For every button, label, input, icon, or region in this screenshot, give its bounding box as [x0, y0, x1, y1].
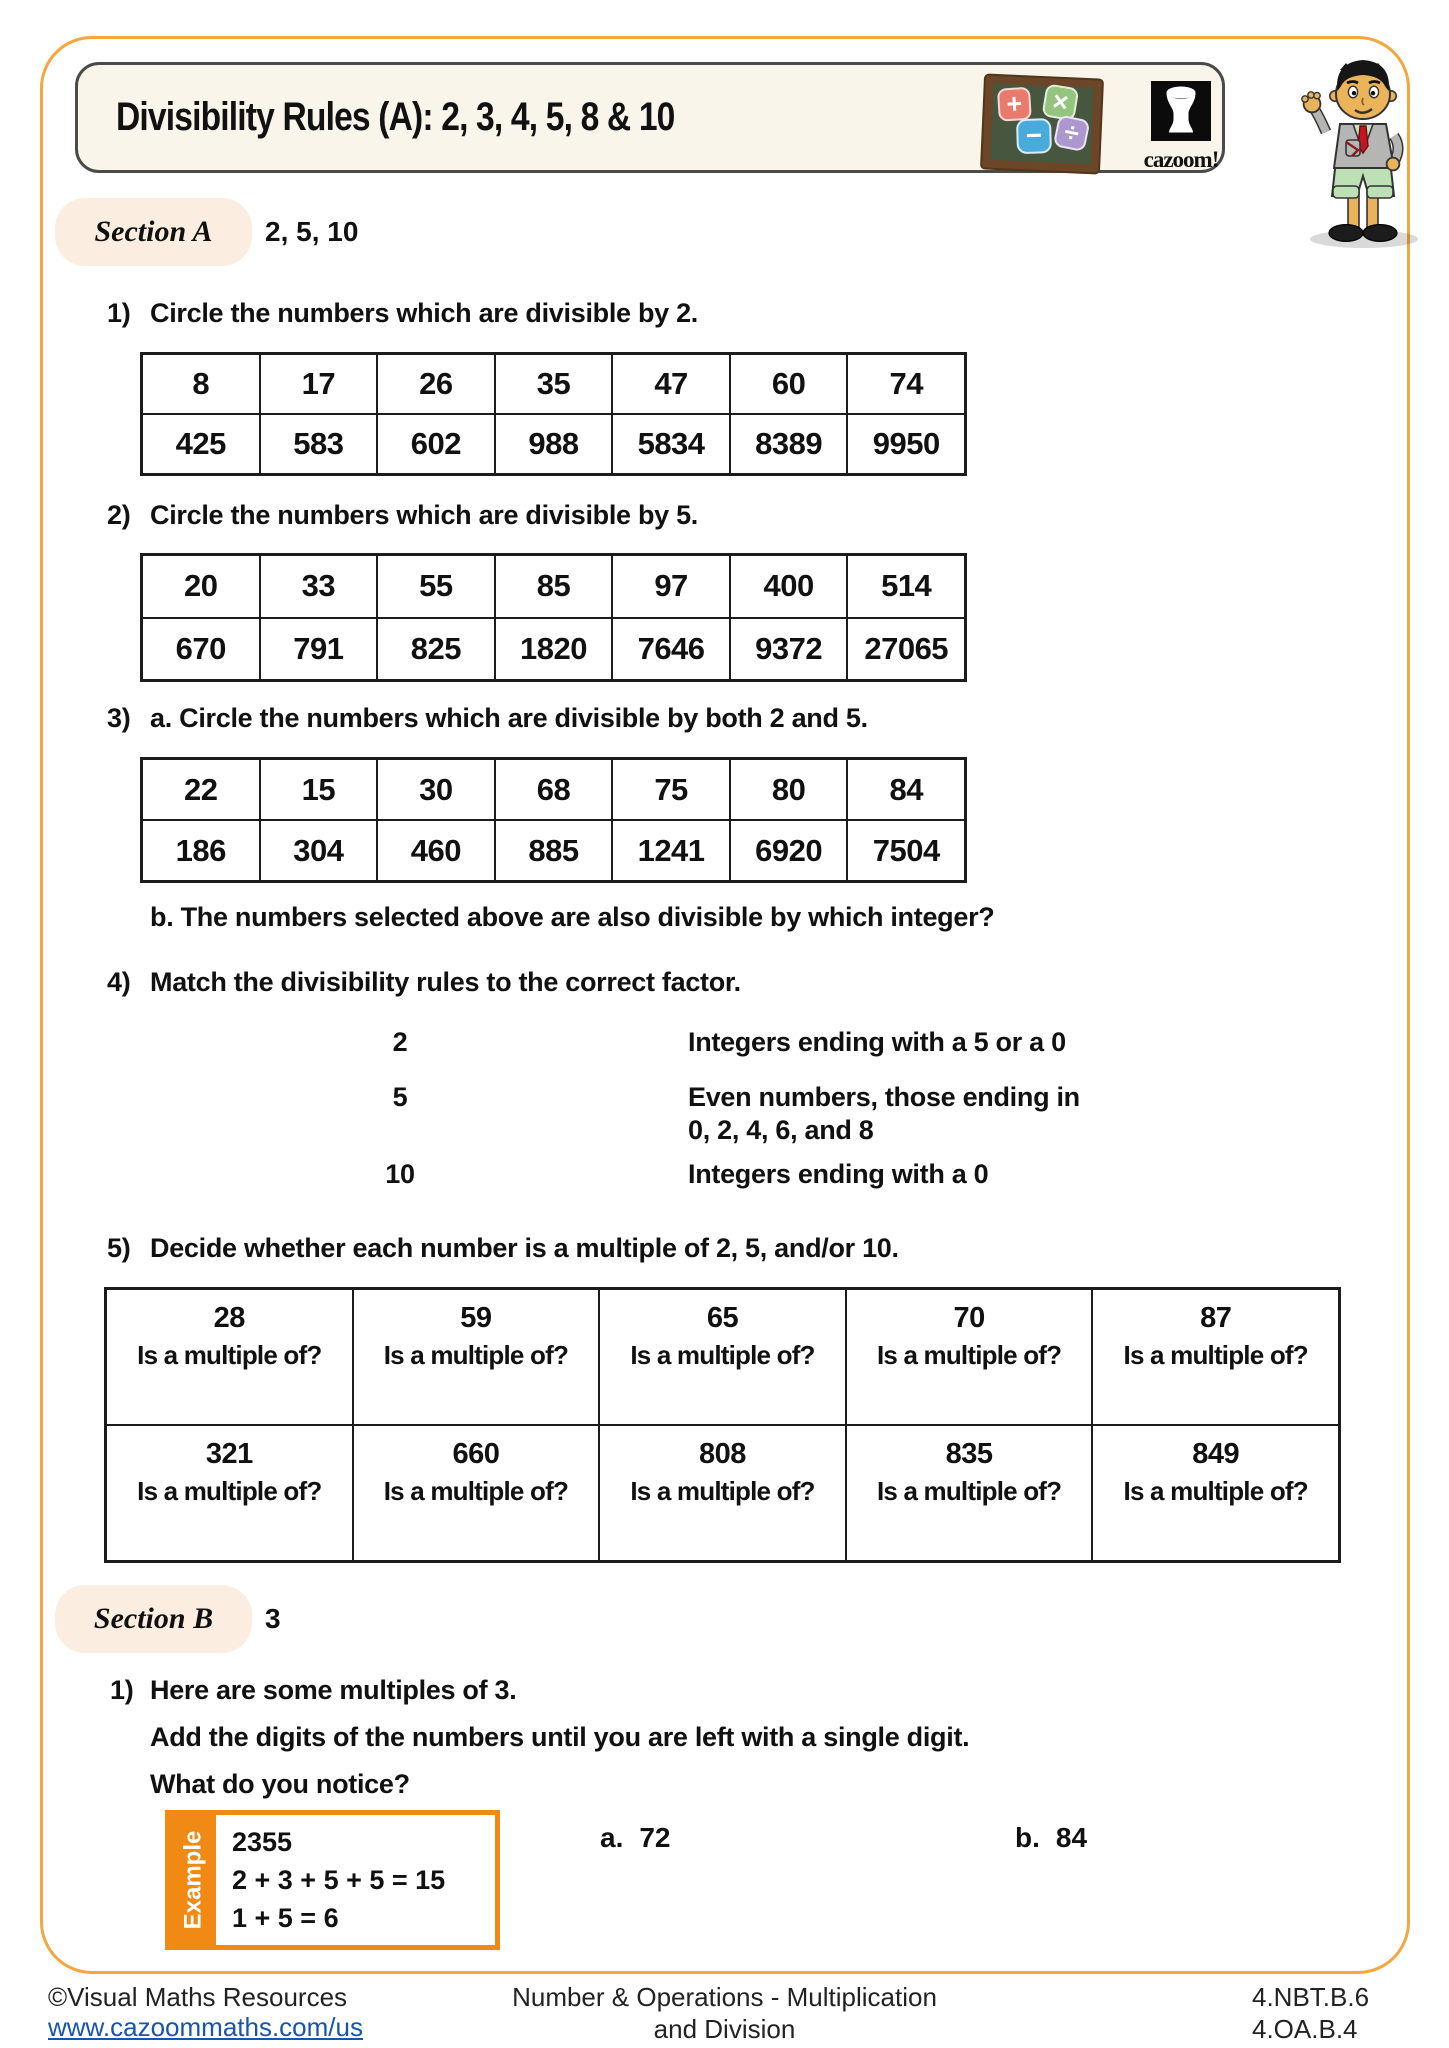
example-line3: 1 + 5 = 6	[232, 1903, 339, 1933]
table-cell[interactable]: 80	[730, 759, 848, 820]
footer-code1: 4.NBT.B.6	[1252, 1982, 1370, 2012]
match-rule-2-line2[interactable]: 0, 2, 4, 6, and 8	[688, 1115, 874, 1145]
cell-number: 70	[953, 1302, 985, 1334]
table-cell[interactable]: 885	[495, 820, 613, 881]
q3a-text: a. Circle the numbers which are divisible by both 2 and 5.	[150, 703, 868, 733]
math-board-icon	[979, 72, 1105, 175]
q5-multiple-table	[104, 1287, 1341, 1563]
mascot-boy	[1266, 52, 1446, 248]
match-factor-10[interactable]: 10	[385, 1159, 415, 1189]
table-cell[interactable]: 1241	[612, 820, 730, 881]
table-cell[interactable]: 7504	[847, 820, 965, 881]
table-cell[interactable]: 74	[847, 354, 965, 414]
cell-label: Is a multiple of?	[137, 1340, 322, 1370]
example-box	[165, 1810, 500, 1950]
multiple-cell[interactable]	[353, 1289, 600, 1425]
q5-number: 5)	[107, 1233, 131, 1263]
item-a-value: 72	[639, 1822, 671, 1853]
table-cell[interactable]: 400	[730, 555, 848, 618]
cell-label: Is a multiple of?	[630, 1340, 815, 1370]
table-cell[interactable]: 60	[730, 354, 848, 414]
plus-icon: +	[1005, 88, 1024, 120]
table-cell[interactable]: 8389	[730, 414, 848, 474]
table-cell[interactable]: 15	[260, 759, 378, 820]
table-cell[interactable]: 8	[142, 354, 260, 414]
item-b-label: b.	[1015, 1822, 1040, 1853]
table-cell[interactable]: 5834	[612, 414, 730, 474]
match-rule-1[interactable]: Integers ending with a 5 or a 0	[688, 1027, 1066, 1057]
table-cell[interactable]: 825	[377, 618, 495, 681]
table-cell[interactable]: 97	[612, 555, 730, 618]
cell-label: Is a multiple of?	[876, 1340, 1062, 1370]
section-b-value: 3	[265, 1603, 281, 1634]
table-cell[interactable]: 47	[612, 354, 730, 414]
q4-number: 4)	[107, 967, 131, 997]
multiple-cell[interactable]	[1092, 1425, 1339, 1561]
cell-number: 59	[460, 1302, 492, 1334]
item-b	[1015, 1822, 1087, 1854]
footer-topic-line2: and Division	[653, 2014, 796, 2044]
footer-copyright: ©Visual Maths Resources	[48, 1982, 348, 2012]
logo-text: cazoom!	[1143, 147, 1219, 172]
q5-text: Decide whether each number is a multiple of 2, 5, and/or 10.	[150, 1233, 899, 1263]
drum-icon	[1151, 81, 1211, 141]
cell-number: 835	[945, 1438, 993, 1470]
table-cell[interactable]: 26	[377, 354, 495, 414]
q2-number-table	[140, 553, 967, 682]
title-box	[75, 62, 1225, 173]
table-cell[interactable]: 460	[377, 820, 495, 881]
footer-topic-line1: Number & Operations - Multiplication	[512, 1982, 937, 2012]
q3b-text: b. The numbers selected above are also divisible by which integer?	[150, 902, 995, 932]
example-content	[232, 1823, 445, 1937]
item-b-value: 84	[1055, 1822, 1088, 1853]
cell-number: 660	[452, 1438, 500, 1470]
match-factor-5[interactable]: 5	[392, 1082, 408, 1112]
table-cell[interactable]: 68	[495, 759, 613, 820]
cell-number: 321	[205, 1438, 253, 1470]
table-cell[interactable]: 17	[260, 354, 378, 414]
table-cell[interactable]: 583	[260, 414, 378, 474]
cell-label: Is a multiple of?	[383, 1340, 569, 1370]
item-a-label: a.	[600, 1822, 624, 1853]
q1-text: Circle the numbers which are divisible by 2.	[150, 298, 698, 328]
cell-label: Is a multiple of?	[383, 1476, 569, 1506]
table-cell[interactable]: 84	[847, 759, 965, 820]
sb-q1-number: 1)	[110, 1675, 134, 1705]
table-cell[interactable]: 9372	[730, 618, 848, 681]
match-factor-2[interactable]: 2	[392, 1027, 408, 1057]
sb-q1-text	[150, 1667, 969, 1808]
item-a	[600, 1822, 671, 1854]
cell-number: 87	[1200, 1302, 1232, 1334]
multiple-cell[interactable]	[599, 1425, 846, 1561]
q1-number: 1)	[107, 298, 131, 328]
table-cell[interactable]: 75	[612, 759, 730, 820]
footer-url-link[interactable]: www.cazoommaths.com/us	[48, 2012, 363, 2042]
cell-number: 849	[1192, 1438, 1240, 1470]
divide-icon: ÷	[1061, 116, 1082, 149]
multiple-cell[interactable]	[106, 1289, 353, 1425]
table-cell[interactable]: 988	[495, 414, 613, 474]
table-cell[interactable]: 304	[260, 820, 378, 881]
table-cell[interactable]: 85	[495, 555, 613, 618]
cell-label: Is a multiple of?	[1123, 1476, 1308, 1506]
table-cell[interactable]: 791	[260, 618, 378, 681]
table-cell[interactable]: 27065	[847, 618, 965, 681]
table-cell[interactable]: 35	[495, 354, 613, 414]
section-a-value: 2, 5, 10	[265, 216, 359, 247]
multiple-cell[interactable]	[599, 1289, 846, 1425]
table-cell[interactable]: 425	[142, 414, 260, 474]
q2-text: Circle the numbers which are divisible by 5.	[150, 500, 698, 530]
multiple-cell[interactable]	[846, 1289, 1093, 1425]
sb-q1-line2: Add the digits of the numbers until you are left with a single digit.	[150, 1722, 970, 1752]
table-cell[interactable]: 30	[377, 759, 495, 820]
multiple-cell[interactable]	[106, 1425, 353, 1561]
multiply-icon: ×	[1050, 85, 1071, 118]
q1-number-table	[140, 352, 967, 476]
q3-number: 3)	[107, 703, 131, 733]
cell-label: Is a multiple of?	[876, 1476, 1062, 1506]
page-title: Divisibility Rules (A): 2, 3, 4, 5, 8 & 10	[116, 95, 675, 139]
table-cell[interactable]: 55	[377, 555, 495, 618]
sb-q1-line3: What do you notice?	[150, 1769, 410, 1799]
multiple-cell[interactable]	[353, 1425, 600, 1561]
cell-label: Is a multiple of?	[630, 1476, 815, 1506]
section-b-label: Section B	[55, 1585, 252, 1653]
minus-icon: −	[1025, 119, 1043, 151]
cell-label: Is a multiple of?	[1123, 1340, 1308, 1370]
q4-text: Match the divisibility rules to the correct factor.	[150, 967, 741, 997]
example-line2: 2 + 3 + 5 + 5 = 15	[232, 1865, 446, 1895]
section-a-label: Section A	[55, 198, 252, 266]
footer-code2: 4.OA.B.4	[1252, 2014, 1358, 2044]
match-rule-2-line1[interactable]: Even numbers, those ending in	[688, 1082, 1080, 1112]
table-cell[interactable]: 514	[847, 555, 965, 618]
table-cell[interactable]: 1820	[495, 618, 613, 681]
q2-number: 2)	[107, 500, 131, 530]
multiple-cell[interactable]	[846, 1425, 1093, 1561]
table-cell[interactable]: 186	[142, 820, 260, 881]
cazoom-logo	[1138, 81, 1224, 173]
q3-number-table	[140, 757, 967, 883]
table-cell[interactable]: 20	[142, 555, 260, 618]
table-cell[interactable]: 602	[377, 414, 495, 474]
cell-number: 808	[699, 1438, 746, 1470]
cell-label: Is a multiple of?	[137, 1476, 322, 1506]
table-cell[interactable]: 670	[142, 618, 260, 681]
table-cell[interactable]: 6920	[730, 820, 848, 881]
sb-q1-line1: Here are some multiples of 3.	[150, 1675, 517, 1705]
cell-number: 28	[213, 1302, 245, 1334]
multiple-cell[interactable]	[1092, 1289, 1339, 1425]
example-tab: Example	[170, 1815, 216, 1945]
cell-number: 65	[706, 1302, 739, 1334]
example-line1: 2355	[232, 1827, 293, 1857]
match-rule-3[interactable]: Integers ending with a 0	[688, 1159, 989, 1189]
table-cell[interactable]: 22	[142, 759, 260, 820]
table-cell[interactable]: 33	[260, 555, 378, 618]
table-cell[interactable]: 9950	[847, 414, 965, 474]
table-cell[interactable]: 7646	[612, 618, 730, 681]
